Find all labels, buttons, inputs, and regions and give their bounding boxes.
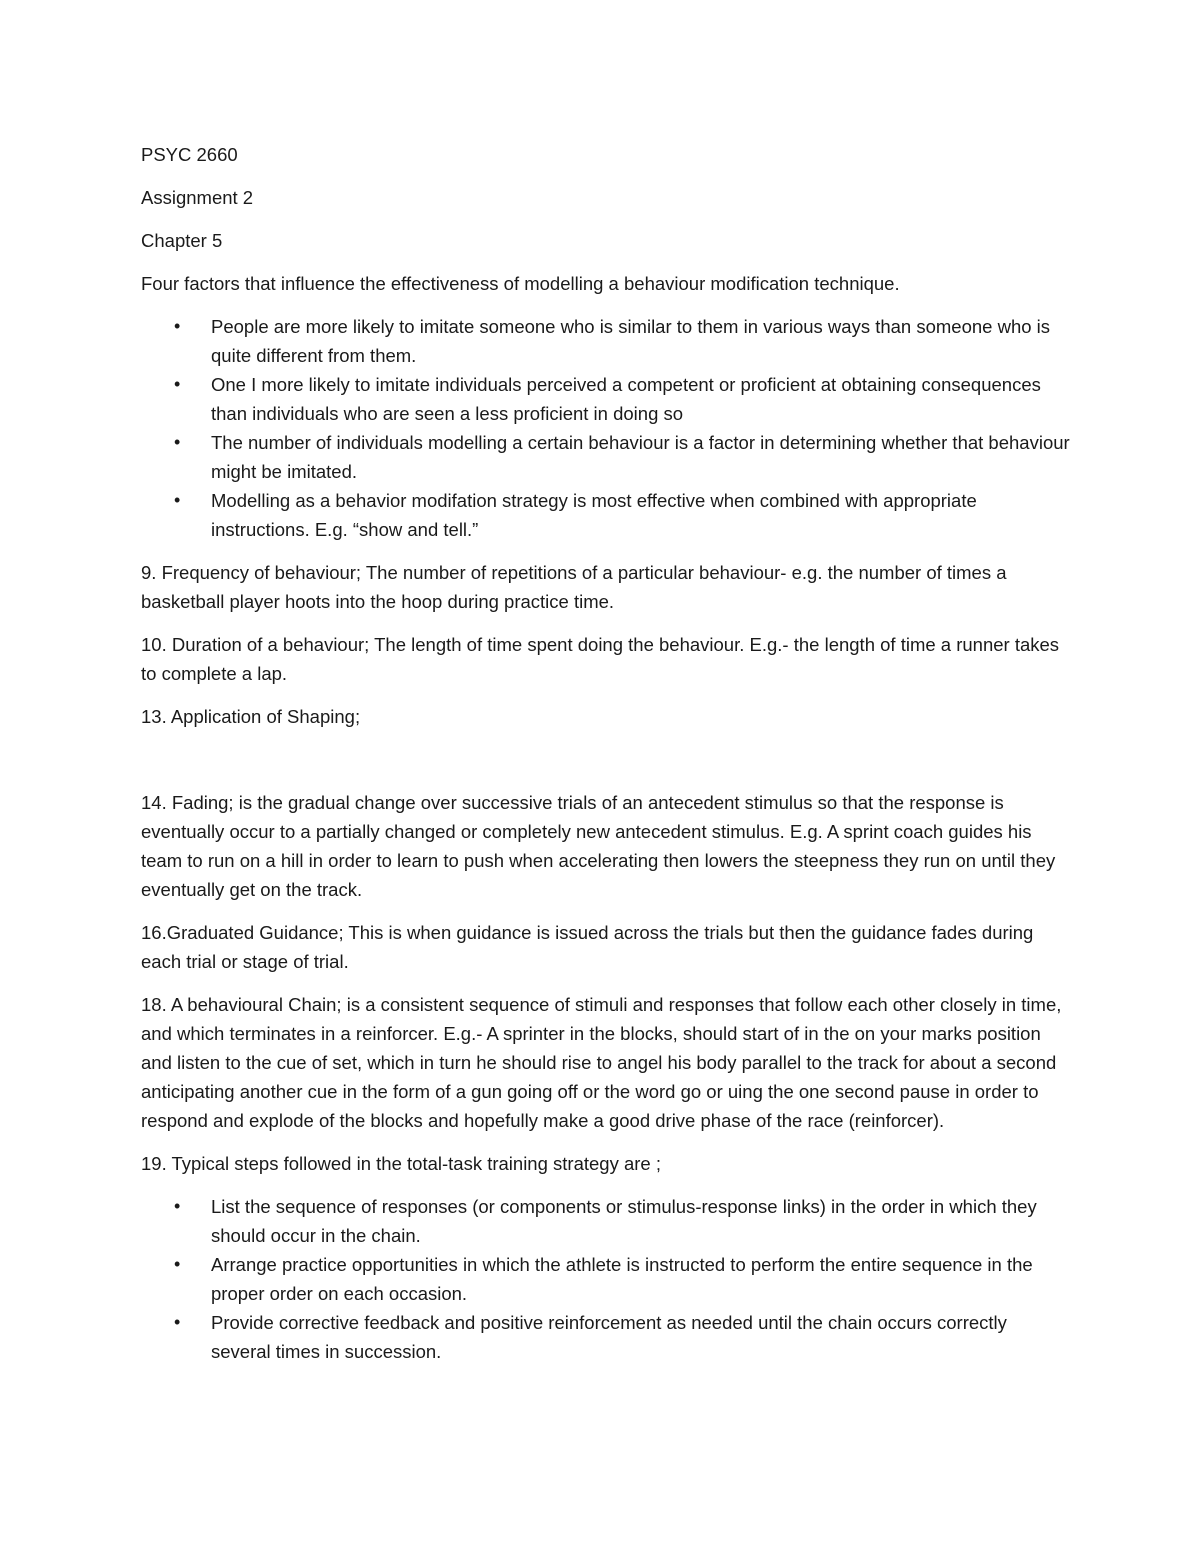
list-item-text: Arrange practice opportunities in which the athlete is instructed to perform the entire sequence in the proper order on each occasion. — [211, 1254, 1033, 1304]
factors-list — [141, 312, 1071, 544]
question-18: 18. A behavioural Chain; is a consistent sequence of stimuli and responses that follow each other closely in time, and which terminates in a reinforcer. E.g.- A sprinter in the blocks, should start of in the on your marks position and listen to the cue of set, which in turn he should rise to angel his body parallel to the track for about a second anticipating another cue in the form of a gun going off or the word go or uing the one second pause in order to respond and explode of the blocks and hopefully make a good drive phase of the race (reinforcer). — [141, 994, 1062, 1131]
blank-space — [141, 745, 1071, 788]
course-code: PSYC 2660 — [141, 144, 238, 165]
list-item — [141, 1250, 1071, 1308]
chapter-title: Chapter 5 — [141, 230, 223, 251]
list-item-text: Modelling as a behavior modifation strategy is most effective when combined with appropriate instructions. E.g. “show and tell.” — [211, 490, 977, 540]
list-item-text: People are more likely to imitate someone who is similar to them in various ways than someone who is quite different from them. — [211, 316, 1051, 366]
bullet-icon: • — [174, 1196, 181, 1216]
steps-list — [141, 1192, 1071, 1366]
question-16: 16.Graduated Guidance; This is when guidance is issued across the trials but then the guidance fades during each trial or stage of trial. — [141, 922, 1034, 972]
list-item — [141, 370, 1071, 428]
list-item — [141, 1192, 1071, 1250]
intro-paragraph: Four factors that influence the effectiveness of modelling a behaviour modification technique. — [141, 273, 900, 294]
list-item — [141, 312, 1071, 370]
list-item — [141, 428, 1071, 486]
list-item-text: The number of individuals modelling a certain behaviour is a factor in determining whether that behaviour might be imitated. — [211, 432, 1070, 482]
list-item — [141, 1308, 1071, 1366]
question-9: 9. Frequency of behaviour; The number of repetitions of a particular behaviour- e.g. the number of times a basketball player hoots into the hoop during practice time. — [141, 562, 1007, 612]
list-item — [141, 486, 1071, 544]
bullet-icon: • — [174, 432, 181, 452]
bullet-icon: • — [174, 374, 181, 394]
assignment-title: Assignment 2 — [141, 187, 254, 208]
document-page — [141, 140, 1071, 1380]
list-item-text: One I more likely to imitate individuals perceived a competent or proficient at obtaining consequences than individuals who are seen a less proficient in doing so — [211, 374, 1041, 424]
list-item-text: Provide corrective feedback and positive reinforcement as needed until the chain occurs correctly several times in succession. — [211, 1312, 1007, 1362]
bullet-icon: • — [174, 316, 181, 336]
bullet-icon: • — [174, 490, 181, 510]
bullet-icon: • — [174, 1312, 181, 1332]
question-19: 19. Typical steps followed in the total-task training strategy are ; — [141, 1153, 661, 1174]
question-13: 13. Application of Shaping; — [141, 706, 361, 727]
question-10: 10. Duration of a behaviour; The length of time spent doing the behaviour. E.g.- the length of time a runner takes to complete a lap. — [141, 634, 1060, 684]
list-item-text: List the sequence of responses (or components or stimulus-response links) in the order in which they should occur in the chain. — [211, 1196, 1037, 1246]
question-14: 14. Fading; is the gradual change over successive trials of an antecedent stimulus so that the response is eventually occur to a partially changed or completely new antecedent stimulus. E.g. A sprint coach guides his team to run on a hill in order to learn to push when accelerating then lowers the steepness they run on until they eventually get on the track. — [141, 792, 1056, 900]
bullet-icon: • — [174, 1254, 181, 1274]
